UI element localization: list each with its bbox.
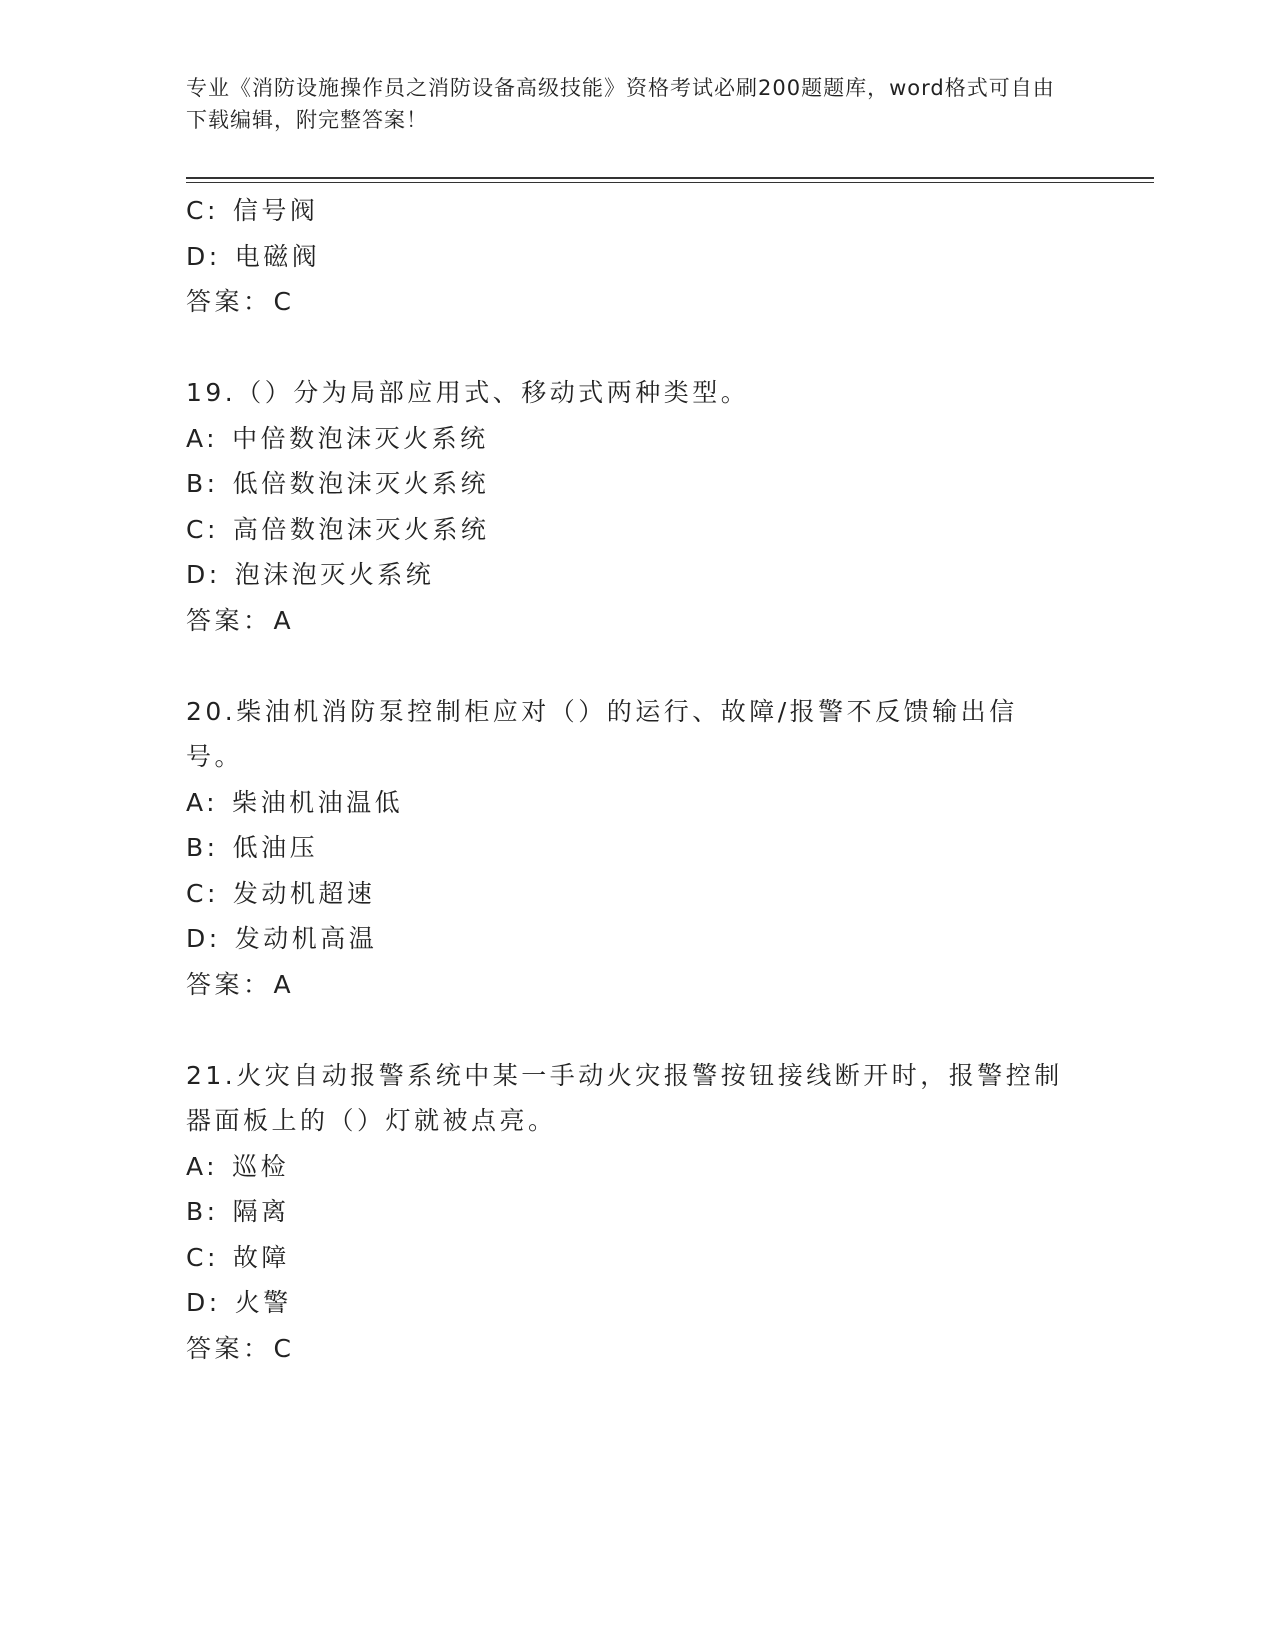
option-label: B: [186, 833, 219, 862]
option-text: 柴油机油温低 [232, 787, 404, 817]
page-header: 专业《消防设施操作员之消防设备高级技能》资格考试必刷200题题库，word格式可自由下载编辑，附完整答案！ [186, 76, 1055, 132]
answer-line [186, 962, 1086, 1008]
question-block-prev [186, 188, 1086, 325]
question-text: 19.（）分为局部应用式、移动式两种类型。 [186, 378, 750, 407]
option-item [186, 507, 1086, 553]
answer-value: C [273, 287, 295, 316]
question-block-20 [186, 689, 1086, 1008]
answer-value: A [273, 969, 295, 999]
option-text: 发动机高温 [234, 924, 378, 953]
option-item [186, 234, 1086, 280]
answer-value: A [273, 605, 295, 635]
answer-label: 答案： [186, 287, 272, 316]
option-label: C: [186, 514, 219, 544]
option-label: B: [186, 1197, 219, 1226]
option-item [186, 871, 1086, 917]
option-text: 火警 [234, 1288, 292, 1317]
option-item [186, 416, 1086, 462]
option-item [186, 1280, 1086, 1326]
option-text: 中倍数泡沫灭火系统 [232, 423, 489, 453]
option-item [186, 916, 1086, 962]
answer-line [186, 279, 1086, 325]
option-text: 巡检 [232, 1151, 290, 1181]
option-item [186, 780, 1086, 826]
option-text: 低倍数泡沫灭火系统 [232, 469, 490, 498]
option-text: 信号阀 [232, 196, 319, 225]
question-text: 20.柴油机消防泵控制柜应对（）的运行、故障/报警不反馈输出信号。 [186, 696, 1018, 771]
option-label: D: [186, 1288, 221, 1317]
option-item [186, 188, 1086, 234]
option-text: 故障 [232, 1242, 290, 1272]
option-label: A: [186, 1151, 219, 1181]
spacer [186, 643, 1086, 689]
option-label: C: [186, 196, 219, 225]
option-label: A: [186, 423, 219, 453]
option-text: 高倍数泡沫灭火系统 [232, 514, 490, 544]
answer-label: 答案： [186, 1333, 272, 1363]
option-item [186, 461, 1086, 507]
answer-label: 答案： [186, 969, 272, 999]
question-block-21 [186, 1053, 1086, 1372]
option-label: C: [186, 1242, 219, 1272]
option-label: D: [186, 924, 221, 953]
option-item [186, 1144, 1086, 1190]
option-text: 泡沫泡灭火系统 [234, 560, 435, 589]
option-text: 低油压 [232, 833, 319, 862]
option-item [186, 552, 1086, 598]
answer-line [186, 1326, 1086, 1372]
header-divider-thick [186, 177, 1154, 179]
answer-label: 答案： [186, 605, 272, 635]
option-label: D: [186, 241, 221, 271]
question-list [186, 188, 1086, 1371]
option-label: D: [186, 560, 221, 589]
question-text: 21.火灾自动报警系统中某一手动火灾报警按钮接线断开时，报警控制器面板上的（）灯就被点亮。 [186, 1060, 1063, 1135]
option-item [186, 825, 1086, 871]
answer-line [186, 598, 1086, 644]
question-block-19 [186, 370, 1086, 643]
spacer [186, 1007, 1086, 1053]
option-label: C: [186, 878, 219, 908]
option-item [186, 1189, 1086, 1235]
option-text: 发动机超速 [232, 878, 376, 908]
option-label: A: [186, 787, 219, 817]
header-divider-thin [186, 182, 1154, 183]
option-label: B: [186, 469, 219, 498]
option-text: 电磁阀 [234, 241, 321, 271]
spacer [186, 325, 1086, 371]
answer-value: C [273, 1333, 295, 1363]
option-item [186, 1235, 1086, 1281]
option-text: 隔离 [232, 1197, 290, 1226]
